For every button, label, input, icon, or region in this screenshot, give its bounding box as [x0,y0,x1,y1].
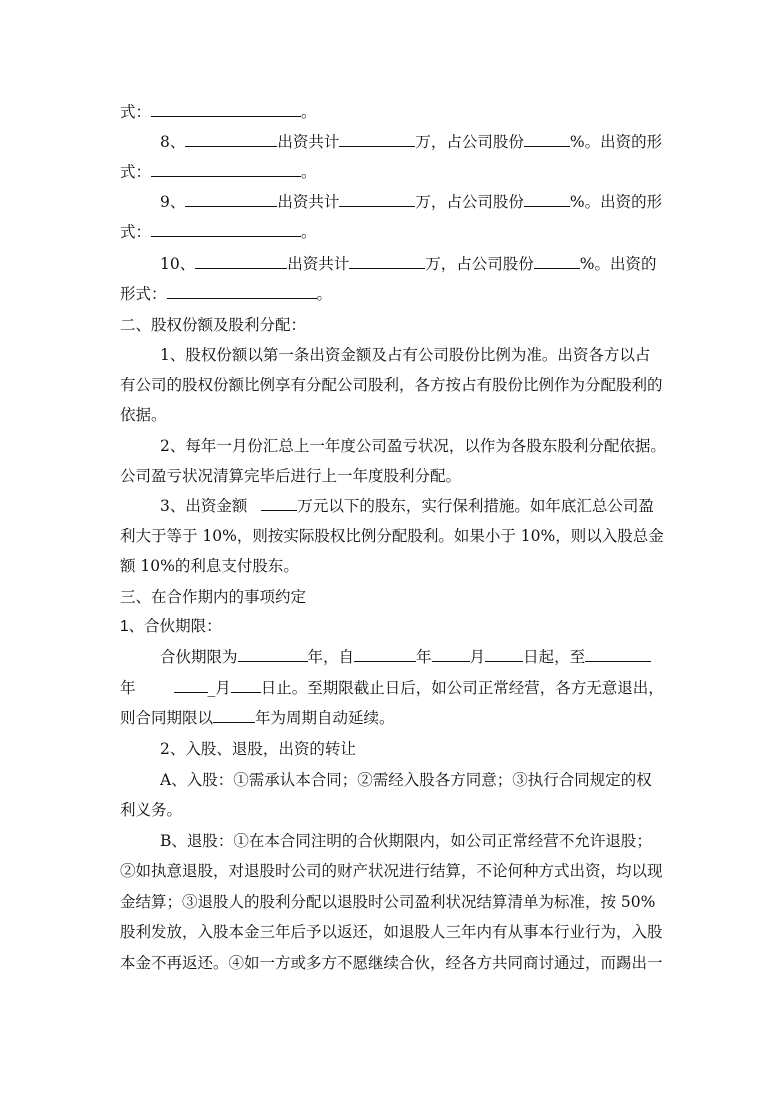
section-heading-2: 二、股权份额及股利分配： [120,316,307,334]
label-until: 日起，至 [523,648,586,666]
paragraph-line: 股利发放，入股本金三年后予以返还，如退股人三年内有从事本行业行为，入股 [120,923,663,941]
label-form-prefix: %。出资的形 [569,133,663,151]
label-end-clause: 日止。至期限截止日后，如公司正常经营，各方无意退出， [260,679,664,697]
blank-start-year[interactable] [354,645,416,662]
label-month: _月 [207,679,231,697]
blank-name-10[interactable] [195,252,287,269]
blank-amount-10[interactable] [349,252,425,269]
blank-form-10[interactable] [167,282,317,299]
paragraph-line: 依据。 [120,406,167,424]
blank-percent-9[interactable] [524,190,570,207]
label-from: 年，自 [307,648,355,666]
subheading-term: 1、合伙期限： [120,618,222,635]
paragraph-line: 有公司的股权份额比例享有分配公司股利，各方按占有股份比例作为分配股利的 [120,376,663,394]
section-heading-3: 三、在合作期内的事项约定 [120,588,307,606]
blank-renewal-years[interactable] [213,706,255,723]
paragraph-line: ②如执意退股，对退股时公司的财产状况进行结算，不论何种方式出资，均以现 [120,862,663,880]
line-renewal [120,706,660,730]
label-share: 万，占公司股份 [425,255,534,273]
label-form: 式： [120,223,152,241]
line-item-10 [160,252,660,276]
label-guarantee: 万元以下的股东，实行保利措施。如年底汇总公司盈 [297,497,654,515]
blank-name-9[interactable] [185,190,277,207]
period: 。 [316,285,333,303]
blank-amount-8[interactable] [339,130,415,147]
label-term: 合伙期限为 [160,648,238,666]
paragraph-line: A、入股：①需承认本合同；②需经入股各方同意；③执行合同规定的权 [160,771,652,789]
paragraph-line: 本金不再返还。④如一方或多方不愿继续合伙，经各方共同商讨通过，而踢出一 [120,954,663,972]
line-form-8 [120,160,660,184]
blank-percent-8[interactable] [524,130,570,147]
label-total: 出资共计 [277,193,340,211]
paragraph-line: 利义务。 [120,801,183,819]
blank-form-8[interactable] [151,160,301,177]
paragraph-line: 2、每年一月份汇总上一年度公司盈亏状况，以作为各股东股利分配依据。 [160,437,666,455]
label-renewal: 则合同期限以 [120,709,214,727]
blank-form-9[interactable] [151,220,301,237]
item-number: 9、 [160,193,186,211]
paragraph-line: 额 10%的利息支付股东。 [120,557,299,575]
period: 。 [301,223,317,241]
label-form-prefix: %。出资的 [579,255,657,273]
line-term-end [120,676,664,700]
blank-guarantee-amount[interactable] [261,494,297,511]
label-form: 形式： [120,285,167,303]
period: 。 [301,163,317,181]
paragraph-line: 公司盈亏状况清算完毕后进行上一年度股利分配。 [120,467,462,485]
label-amount: 3、出资金额 [160,497,248,515]
label-share: 万，占公司股份 [415,193,524,211]
blank-end-day[interactable] [231,676,261,693]
label-year: 年 [416,648,432,666]
item-number: 8、 [160,133,186,151]
blank-name-8[interactable] [185,130,277,147]
blank-term-years[interactable] [238,645,308,662]
blank-start-day[interactable] [485,645,523,662]
label-share: 万，占公司股份 [415,133,524,151]
blank-amount-9[interactable] [339,190,415,207]
label-form: 式： [120,163,152,181]
blank-end-year[interactable] [585,645,651,662]
line-form-7 [120,100,660,124]
blank-percent-10[interactable] [534,252,580,269]
line-term [160,645,660,669]
paragraph-line: 金结算；③退股人的股利分配以退股时公司盈利状况结算清单为标准，按 50% [120,893,656,911]
paragraph-line: B、退股：①在本合同注明的合伙期限内，如公司正常经营不允许退股； [160,832,652,850]
item-number: 10、 [160,255,196,273]
paragraph-line: 利大于等于 10%，则按实际股权比例分配股利。如果小于 10%，则以入股总金 [120,527,664,545]
paragraph-line: 1、股权份额以第一条出资金额及占有公司股份比例为准。出资各方以占 [160,346,651,364]
label-form-prefix: %。出资的形 [569,193,663,211]
label-form: 式： [120,103,152,121]
blank-start-month[interactable] [432,645,470,662]
subheading-transfer: 2、入股、退股，出资的转让 [160,740,356,758]
label-month: 月 [469,648,486,666]
period: 。 [301,103,317,121]
line-item-9 [160,190,663,214]
line-form-9 [120,220,660,244]
line-item-8 [160,130,663,154]
line-guarantee [160,494,660,518]
label-renewal-cycle: 年为周期自动延续。 [255,709,395,727]
label-year: 年 [120,679,136,697]
line-form-10 [120,282,660,306]
label-total: 出资共计 [277,133,340,151]
label-total: 出资共计 [287,255,350,273]
blank-end-month[interactable] [174,676,208,693]
blank-form-7[interactable] [151,100,301,117]
